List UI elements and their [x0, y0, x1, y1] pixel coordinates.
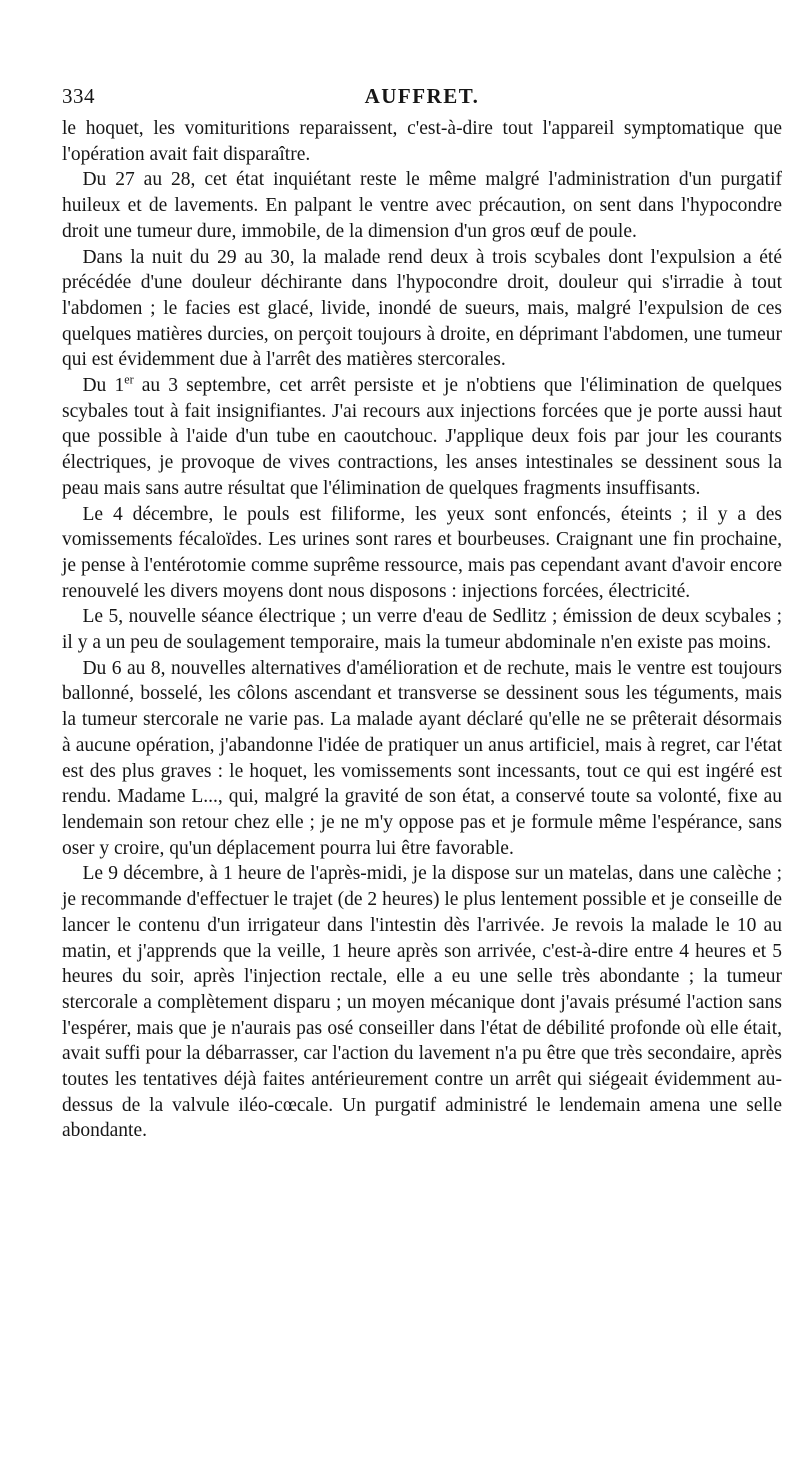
- book-page: [62, 80, 782, 1144]
- ordinal-superscript: er: [124, 372, 134, 387]
- paragraph: Le 9 décembre, à 1 heure de l'après-midi, je la dispose sur un matelas, dans une calèche ; je recommande d'effectuer le trajet (de 2 heures) le plus lentement possible et je conseille de lancer le contenu d'un irrigateur dans l'intestin dès l'arrivée. Je revois la malade le 10 au matin, et j'apprends que la veille, 1 heure après son arrivée, c'est-à-dire entre 4 heures et 5 heures du soir, après l'injection rectale, elle a eu une selle très abondante ; la tumeur stercorale a complètement disparu ; un moyen mécanique dont j'avais présumé l'action sans l'espérer, mais que je n'aurais pas osé conseiller dans l'état de débilité profonde où elle était, avait suffi pour la débarrasser, car l'action du lavement n'a pu être que très secondaire, après toutes les tentatives déjà faites antérieurement contre un arrêt qui siégeait évidemment au-dessus de la valvule iléo-cœcale. Un purgatif administré le lendemain amena une selle abondante.: [62, 863, 782, 1142]
- page-number: 334: [62, 84, 95, 108]
- paragraph-text: au 3 septembre, cet arrêt persiste et je n'obtiens que l'élimination de quelques scybales tout à fait insignifiantes. J'ai recours aux injections forcées que je porte aussi haut que possible à l'aide d'un tube en caoutchouc. J'applique deux fois par jour les courants électriques, je provoque de vives contractions, les anses intestinales se dessinent sous la peau mais sans autre résultat que l'élimination de quelques fragments insuffisants.: [62, 375, 782, 499]
- paragraph: Le 5, nouvelle séance électrique ; un verre d'eau de Sedlitz ; émission de deux scybales ; il y a un peu de soulagement temporaire, mais la tumeur abdominale n'en existe pas moins.: [62, 606, 782, 654]
- paragraph: Du 27 au 28, cet état inquiétant reste le même malgré l'administration d'un purgatif huileux et de lavements. En palpant le ventre avec précaution, on sent dans l'hypocondre droit une tumeur dure, immobile, de la dimension d'un gros œuf de poule.: [62, 169, 782, 242]
- paragraph: Dans la nuit du 29 au 30, la malade rend deux à trois scybales dont l'expulsion a été précédée d'une douleur déchirante dans l'hypocondre droit, douleur qui s'irradie à tout l'abdomen ; le facies est glacé, livide, inondé de sueurs, mais, malgré l'expulsion de ces quelques matières durcies, on perçoit toujours à droite, en déprimant l'abdomen, une tumeur qui est évidemment due à l'arrêt des matières stercorales.: [62, 246, 782, 371]
- running-title: AUFFRET.: [364, 84, 480, 108]
- paragraph-text: Du 1: [82, 375, 125, 397]
- running-head: [62, 80, 782, 116]
- paragraph: Du 6 au 8, nouvelles alternatives d'amélioration et de rechute, mais le ventre est toujours ballonné, bosselé, les côlons ascendant et transverse se dessinent sous les téguments, mais la tumeur stercorale ne varie pas. La malade ayant déclaré qu'elle ne se prêterait désormais à aucune opération, j'abandonne l'idée de pratiquer un anus artificiel, mais à regret, car l'état est des plus graves : le hoquet, les vomissements sont incessants, tout ce qui est ingéré est rendu. Madame L..., qui, malgré la gravité de son état, a conservé toute sa volonté, fixe au lendemain son retour chez elle ; je ne m'y oppose pas et je formule même l'espérance, sans oser y croire, qu'un déplacement pourra lui être favorable.: [62, 657, 782, 859]
- paragraph: Le 4 décembre, le pouls est filiforme, les yeux sont enfoncés, éteints ; il y a des vomissements fécaloïdes. Les urines sont rares et bourbeuses. Craignant une fin prochaine, je pense à l'entérotomie comme suprême ressource, mais pas cependant avant d'avoir encore renouvelé les divers moyens dont nous disposons : injections forcées, électricité.: [62, 503, 782, 602]
- body-text: [62, 116, 782, 1144]
- paragraph-continued: le hoquet, les vomituritions reparaissent, c'est-à-dire tout l'appareil symptomatique que l'opération avait fait disparaître.: [62, 118, 782, 165]
- paragraph: [62, 373, 782, 502]
